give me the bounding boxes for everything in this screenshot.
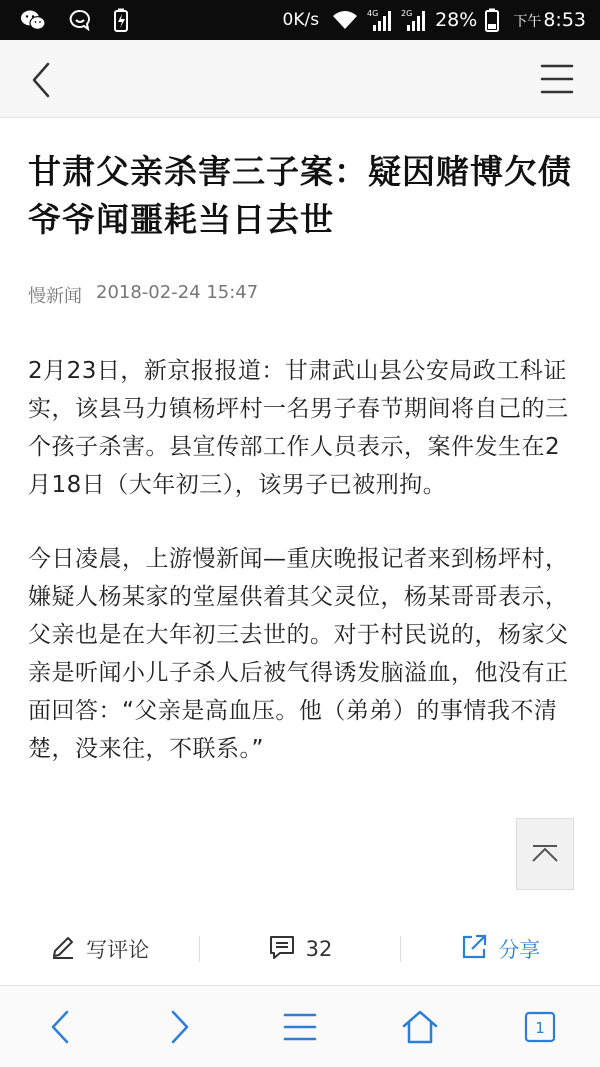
browser-home-button[interactable] xyxy=(390,997,450,1057)
tabs-icon xyxy=(524,1011,556,1043)
network-speed: 0K/s xyxy=(282,10,320,30)
clock-time: 8:53 xyxy=(543,9,586,31)
comments-button[interactable] xyxy=(200,934,399,965)
action-bar xyxy=(0,918,600,980)
chevron-up-icon xyxy=(530,844,560,864)
comment-count: 32 xyxy=(305,937,333,961)
article-meta xyxy=(28,282,572,308)
status-right xyxy=(283,8,586,32)
browser-forward-button[interactable] xyxy=(150,997,210,1057)
back-arrow-icon[interactable] xyxy=(26,60,56,100)
signal1-label: 4G xyxy=(367,9,379,18)
article-paragraph: 今日凌晨，上游慢新闻—重庆晚报记者来到杨坪村，嫌疑人杨某家的堂屋供着其父灵位，杨某哥哥表示，父亲也是在大年初三去世的。对于村民说的，杨家父亲是听闻小儿子杀人后被气得诱发脑溢血，他没有正面回答：“父亲是高血压。他（弟弟）的事情我不清楚，没来往，不联系。” xyxy=(28,546,569,762)
nav-bar xyxy=(0,40,600,118)
browser-tabs-button[interactable] xyxy=(510,997,570,1057)
clock xyxy=(513,9,586,31)
tab-count: 1 xyxy=(535,1018,545,1037)
battery-icon xyxy=(485,8,499,32)
signal-icon xyxy=(367,8,393,32)
status-left xyxy=(20,8,128,32)
back-to-top-button[interactable] xyxy=(516,818,574,890)
article-datetime: 2018-02-24 15:47 xyxy=(96,282,259,303)
article-title: 甘肃父亲杀害三子案：疑因赌博欠债 爷爷闻噩耗当日去世 xyxy=(28,152,572,239)
browser-toolbar xyxy=(0,985,600,1067)
status-bar xyxy=(0,0,600,40)
article-paragraph: 2月23日，新京报报道：甘肃武山县公安局政工科证实，该县马力镇杨坪村一名男子春节期间将自己的三个孩子杀害。县宣传部工作人员表示，案件发生在2月18日（大年初三），该男子已被刑拘。 xyxy=(28,358,569,498)
clock-period: 下午 xyxy=(513,14,542,30)
wechat-icon xyxy=(20,9,46,31)
battery-percent: 28% xyxy=(435,9,478,31)
share-label: 分享 xyxy=(498,938,541,962)
article xyxy=(0,118,600,918)
share-button[interactable] xyxy=(401,933,600,966)
home-icon xyxy=(401,1009,439,1045)
pencil-icon xyxy=(50,934,76,965)
write-comment-button[interactable] xyxy=(0,934,199,965)
comment-icon xyxy=(268,934,296,965)
menu-lines-icon xyxy=(283,1012,317,1042)
browser-menu-button[interactable] xyxy=(270,997,330,1057)
share-icon xyxy=(460,933,488,966)
browser-back-button[interactable] xyxy=(30,997,90,1057)
forward-icon xyxy=(167,1009,193,1045)
chat-bubble-icon xyxy=(68,9,92,31)
wifi-icon xyxy=(331,9,359,31)
signal2-label: 2G xyxy=(401,9,413,18)
signal-icon xyxy=(401,8,427,32)
menu-icon[interactable] xyxy=(540,62,574,96)
article-source: 慢新闻 xyxy=(28,286,82,307)
back-icon xyxy=(47,1009,73,1045)
write-comment-label: 写评论 xyxy=(86,938,150,962)
battery-charge-icon xyxy=(114,8,128,32)
